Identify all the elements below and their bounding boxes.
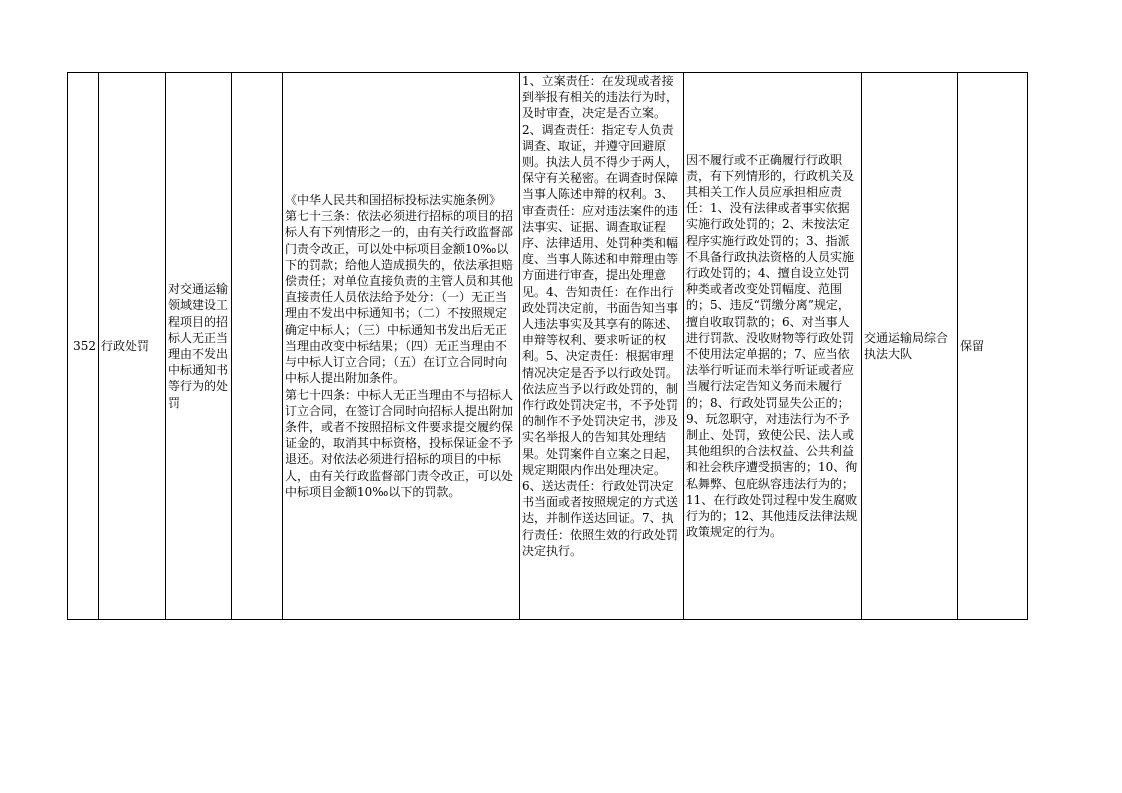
row-responsibility-cell [520,73,684,620]
row-responsibility: 1、立案责任：在发现或者接到举报有相关的违法行为时，及时审查，决定是否立案。2、调查责任：指定专人负责调查、取证，并遵守回避原则。执法人员不得少于两人，保守有关秘密。在调查时保障当事人陈述申辩的权利。3、审查责任：应对违法案件的违法事实、证据、调查取证程序、法律适用、处罚种类和幅度、当事人陈述和申辩理由等方面进行审查，提出处理意见。4、告知责任：在作出行政处罚决定前，书面告知当事人违法事实及其享有的陈述、申辩等权利、要求听证的权利。5、决定责任：根据审理情况决定是否予以行政处罚。依法应当予以行政处罚的，制作行政处罚决定书，不予处罚的制作不予处罚决定书，涉及实名举报人的告知其处理结果。处罚案件自立案之日起，规定期限内作出处理决定。 6、送达责任：行政处罚决定书当面或者按照规定的方式送达，并制作送达回证。7、执行责任：依照生效的行政处罚决定执行。 [522,74,679,558]
row-item-name: 对交通运输领域建设工程项目的招标人无正当理由不发出中标通知书等行为的处罚 [166,73,232,620]
row-status: 保留 [958,73,1028,620]
row-accountability: 因不履行或不正确履行行政职责，有下列情形的，行政机关及其相关工作人员应承担相应责任：1、没有法律或者事实依据实施行政处罚的；2、未按法定程序实施行政处罚的；3、指派不具备行政执法资格的人员实施行政处罚的；4、擅自设立处罚种类或者改变处罚幅度、范围的；5、违反“罚缴分离”规定，擅自收取罚款的；6、对当事人进行罚款、没收财物等行政处罚不使用法定单据的；7、应当依法举行听证而未举行听证或者应当履行法定告知义务而未履行的；8、行政处罚显失公正的；9、玩忽职守，对违法行为不予制止、处罚，致使公民、法人或其他组织的合法权益、公共利益和社会秩序遭受损害的；10、徇私舞弊、包庇纵容违法行为的；11、在行政处罚过程中发生腐败行为的；12、其他违反法律法规政策规定的行为。 [684,73,862,620]
table-row [68,73,1028,620]
row-department: 交通运输局综合执法大队 [862,73,958,620]
row-seq-number: 352 [68,73,99,620]
power-list-sheet [67,72,1027,620]
row-sub-item [232,73,283,620]
power-list-table [67,72,1028,620]
row-legal-basis: 《中华人民共和国招标投标法实施条例》 第七十三条：依法必须进行招标的项目的招标人有下列情形之一的，由有关行政监督部门责令改正，可以处中标项目金额10‰以下的罚款；给他人造成损失的，依法承担赔偿责任；对单位直接负责的主管人员和其他直接责任人员依法给予处分：（一）无正当理由不发出中标通知书；（二）不按照规定确定中标人；（三）中标通知书发出后无正当理由改变中标结果；（四）无正当理由不与中标人订立合同；（五）在订立合同时向中标人提出附加条件。 第七十四条：中标人无正当理由不与招标人订立合同，在签订合同时向招标人提出附加条件，或者不按照招标文件要求提交履约保证金的，取消其中标资格，投标保证金不予退还。对依法必须进行招标的项目的中标人，由有关行政监督部门责令改正，可以处中标项目金额10‰以下的罚款。 [283,73,520,620]
row-category: 行政处罚 [99,73,166,620]
